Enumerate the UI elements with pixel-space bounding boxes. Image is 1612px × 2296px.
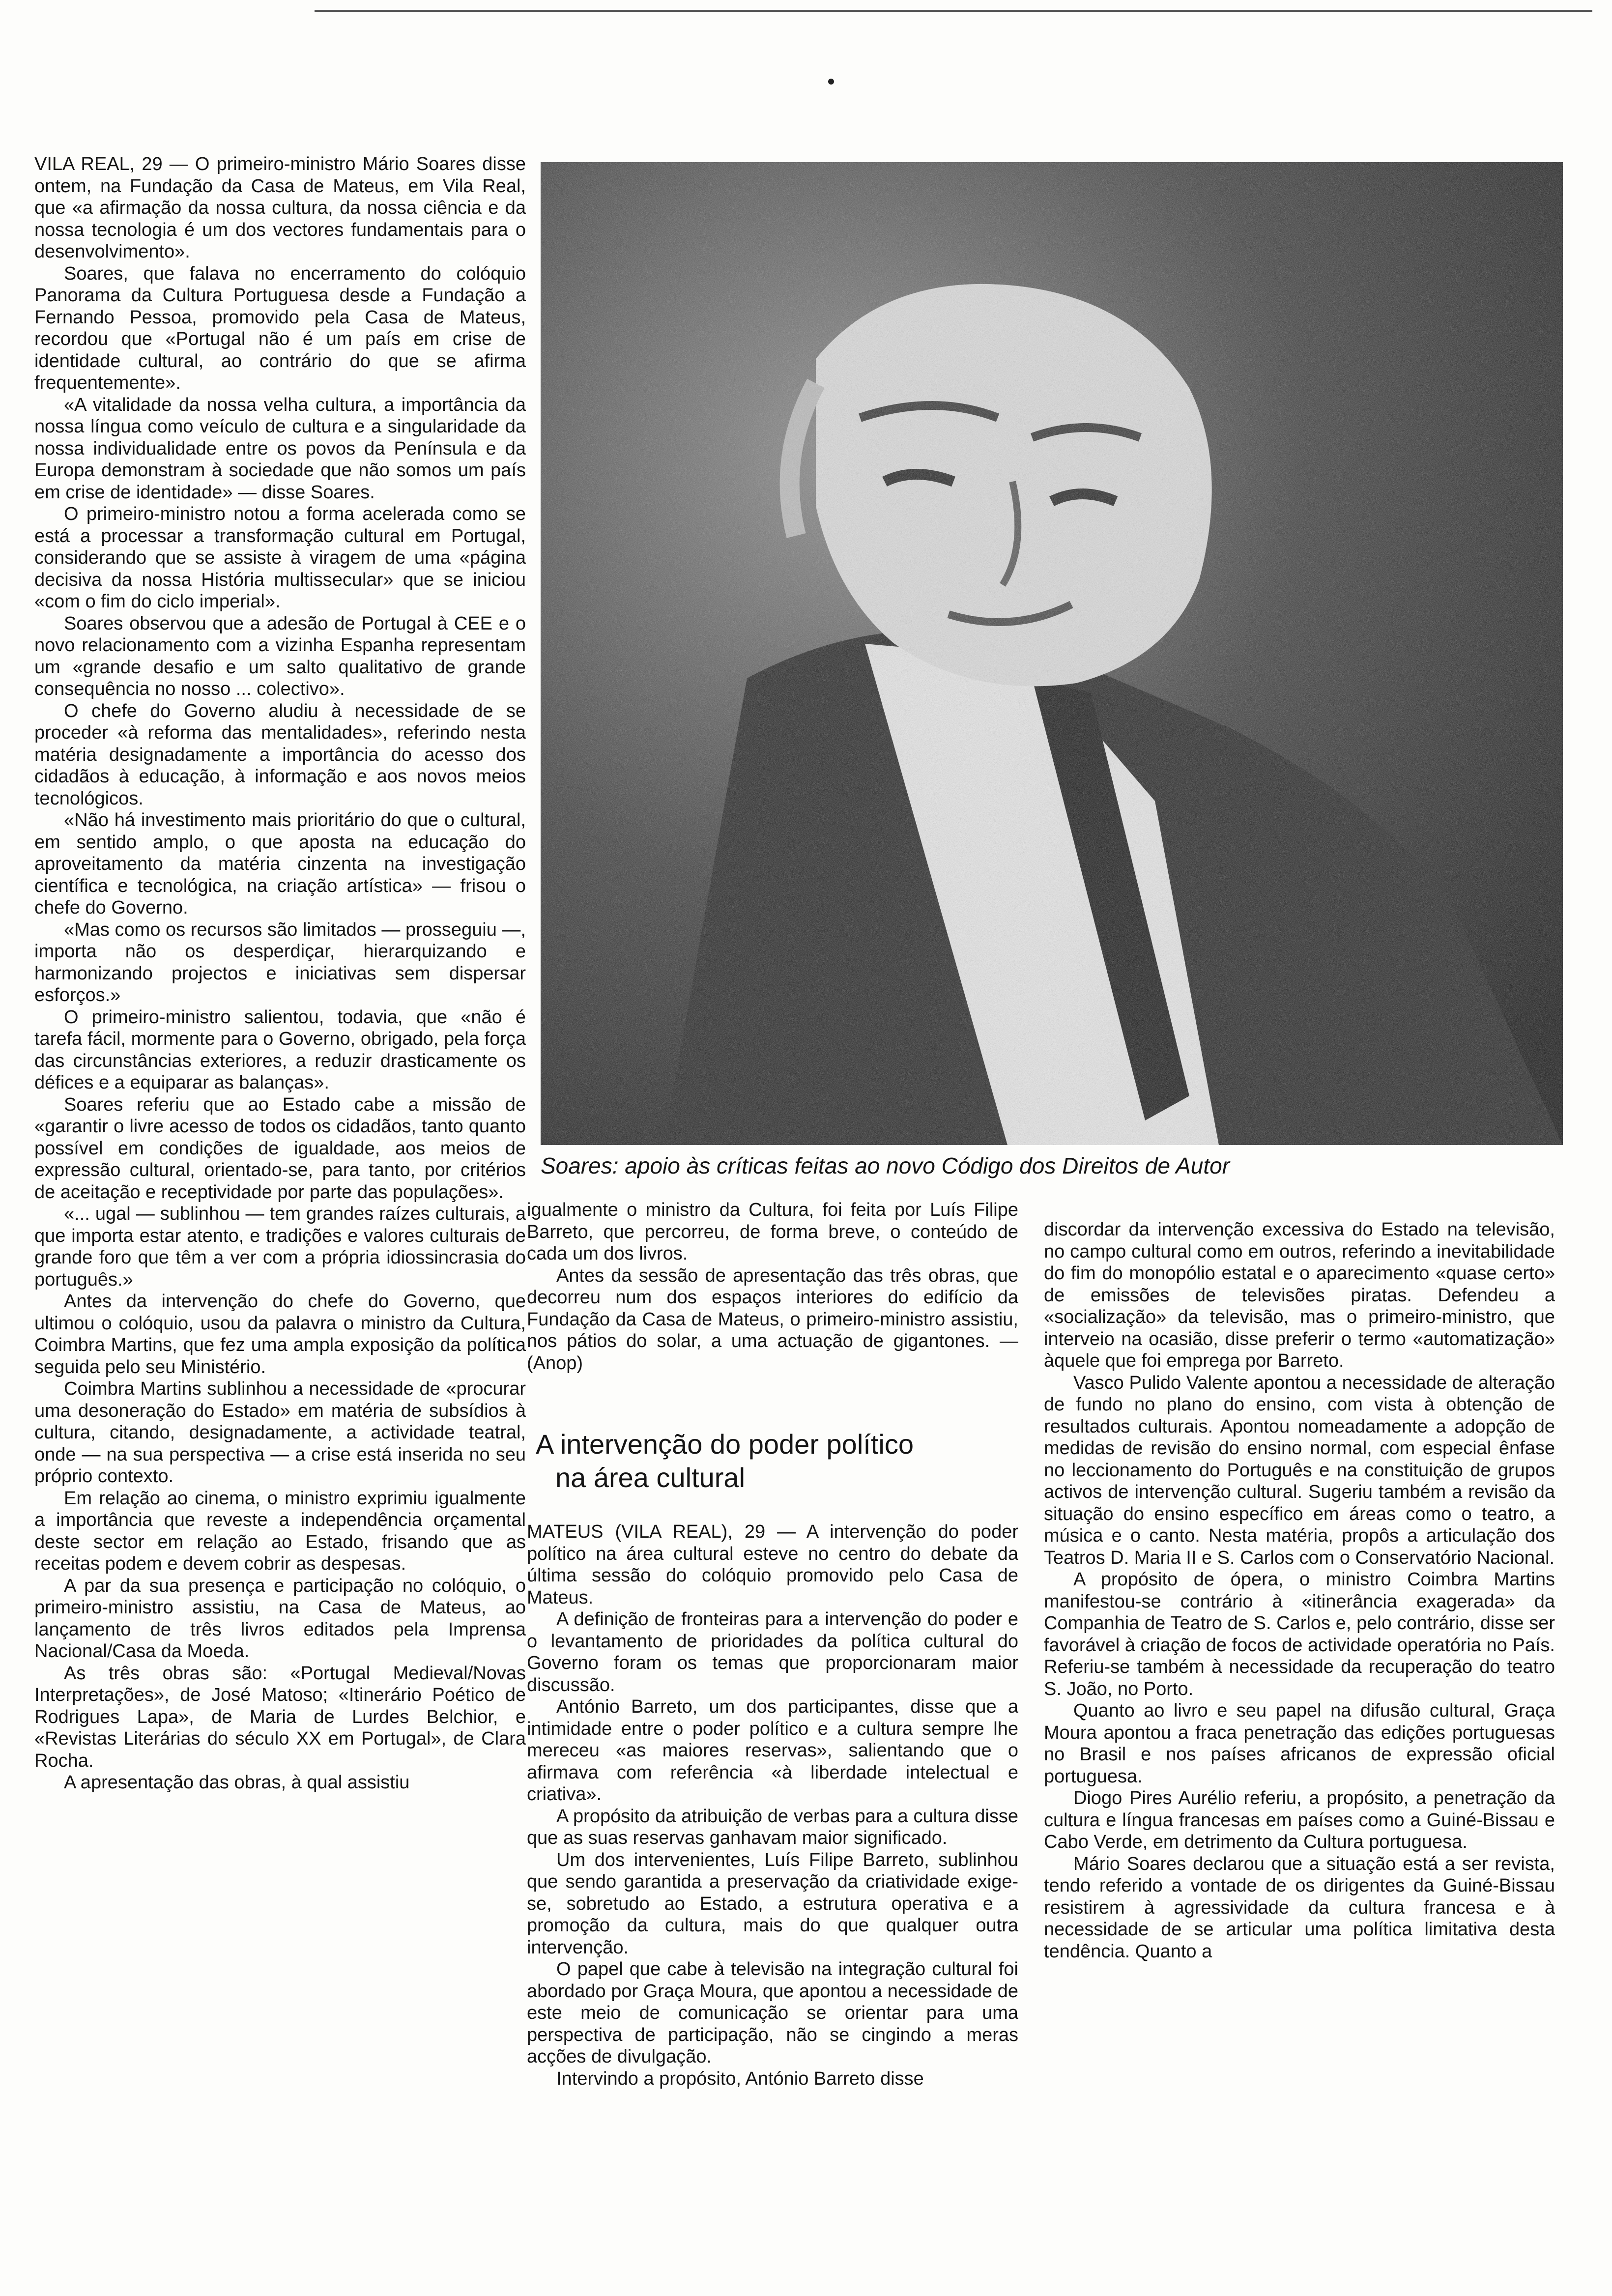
paragraph: «Não há investimento mais prioritário do que o cultural, em sentido amplo, o que aposta na educação do aproveitamento da matéria cinzenta na investigação científica e tecnológica, na criação artística» — frisou o chefe do Governo. <box>34 810 526 918</box>
paragraph: A par da sua presença e participação no colóquio, o primeiro-ministro assistiu, na Casa de Mateus, ao lançamento de três livros editados pela Imprensa Nacional/Casa da Moeda. <box>34 1575 526 1662</box>
paragraph: A definição de fronteiras para a intervenção do poder e o levantamento de prioridades da política cultural do Governo foram os temas que proporcionaram maior discussão. <box>527 1609 1018 1695</box>
paragraph: As três obras são: «Portugal Medieval/Novas Interpretações», de José Matoso; «Itinerário Poético de Rodrigues Lapa», de Maria de Lurdes Belchior, e «Revistas Literárias do século XX em Portugal», de Clara Rocha. <box>34 1663 526 1771</box>
paragraph: A propósito de ópera, o ministro Coimbra Martins manifestou-se contrário à «itinerância exagerada» da Companhia de Teatro de S. Carlos e, pelo contrário, disse ser favorável à criação de focos de actividade operatória no País. Referiu-se também à necessidade da recuperação do teatro S. João, no Porto. <box>1044 1569 1555 1699</box>
paragraph: Antes da sessão de apresentação das três obras, que decorreu num dos espaços interiores do edifício da Fundação da Casa de Mateus, o primeiro-ministro assistiu, nos pátios do solar, a uma actuação de gigantones. — (Anop) <box>527 1265 1018 1374</box>
paragraph: António Barreto, um dos participantes, disse que a intimidade entre o poder político e a cultura sempre lhe mereceu «as maiores reservas», salientando que o afirmava com referência «à liberdade intelectual e criativa». <box>527 1696 1018 1805</box>
paragraph: Diogo Pires Aurélio referiu, a propósito, a penetração da cultura e língua francesas em países como a Guiné-Bissau e Cabo Verde, em detrimento da Cultura portuguesa. <box>1044 1788 1555 1852</box>
paragraph: «Mas como os recursos são limitados — prosseguiu —, importa não os desperdiçar, hierarquizando e harmonizando projectos e iniciativas sem dispersar esforços.» <box>34 919 526 1005</box>
paragraph: Vasco Pulido Valente apontou a necessidade de alteração de fundo no plano do ensino, com vista à obtenção de resultados culturais. Apontou nomeadamente a adopção de medidas de revisão do ensino normal, com especial ênfase no leccionamento do Português e na constituição de grupos activos de intervenção cultural. Sugeriu também a revisão da situação do ensino específico em áreas como o teatro, a música e o canto. Nesta matéria, propôs a articulação dos Teatros D. Maria II e S. Carlos com o Conservatório Nacional. <box>1044 1372 1555 1568</box>
paragraph: Em relação ao cinema, o ministro exprimiu igualmente a importância que reveste a independência orçamental deste sector em relação ao Estado, frisando que as receitas podem e devem cobrir as despesas. <box>34 1488 526 1574</box>
article-column-1 <box>34 153 526 2099</box>
paragraph: «... ugal — sublinhou — tem grandes raízes culturais, a que importa estar atento, e tradições e valores culturais de grande foro que têm a ver com a própria idiossincrasia do português.» <box>34 1204 526 1290</box>
top-rule <box>315 10 1592 12</box>
paragraph: Soares referiu que ao Estado cabe a missão de «garantir o livre acesso de todos os cidadãos, tanto quanto possível em condições de igualdade, aos meios de expressão cultural, orientado-se, para tanto, por critérios de aceitação e receptividade por parte das populações». <box>34 1094 526 1203</box>
paragraph: Intervindo a propósito, António Barreto disse <box>556 2068 924 2089</box>
paragraph: igualmente o ministro da Cultura, foi feita por Luís Filipe Barreto, que percorreu, de forma breve, o conteúdo de cada um dos livros. <box>527 1200 1018 1264</box>
subhead-line-1: A intervenção do poder político <box>536 1429 914 1460</box>
paragraph: O primeiro-ministro notou a forma acelerada como se está a processar a transformação cultural em Portugal, considerando que se assiste à viragem de uma «página decisiva da nossa História multissecular» que se iniciou «com o fim do ciclo imperial». <box>34 504 526 612</box>
article-column-2 <box>527 1521 1018 2111</box>
paragraph: A apresentação das obras, à qual assistiu <box>64 1772 410 1793</box>
paragraph: A propósito da atribuição de verbas para a cultura disse que as suas reservas ganhavam maior significado. <box>527 1806 1018 1848</box>
paragraph: O primeiro-ministro salientou, todavia, que «não é tarefa fácil, mormente para o Governo, obrigado, pela força das circunstâncias exteriores, a reduzir drasticamente os défices e a equiparar as balanças». <box>34 1006 526 1093</box>
article-column-3 <box>1044 1219 1555 2108</box>
photo-caption: Soares: apoio às críticas feitas ao novo Código dos Direitos de Autor <box>541 1153 1230 1178</box>
paragraph: Um dos intervenientes, Luís Filipe Barreto, sublinhou que sendo garantida a preservação da criatividade exige-se, sobretudo ao Estado, a estrutura operativa e a promoção da cultura, mais do que qualquer outra intervenção. <box>527 1849 1018 1958</box>
paragraph: discordar da intervenção excessiva do Estado na televisão, no campo cultural como em outros, referindo a inevitabilidade do fim do monopólio estatal e o aparecimento «quase certo» de emissões de televisões piratas. Defendeu a «socialização» da televisão, mas o primeiro-ministro, que interveio na ocasião, disse preferir o termo «automatização» àquele que foi emprega por Barreto. <box>1044 1219 1555 1371</box>
ink-dot <box>828 79 834 85</box>
paragraph: «A vitalidade da nossa velha cultura, a importância da nossa língua como veículo de cultura e a singularidade da nossa individualidade entre os povos da Península e da Europa demonstram à sociedade que não somos um país em crise de identidade» — disse Soares. <box>34 394 526 503</box>
article-column-2-continuation <box>527 1199 1018 1415</box>
paragraph: Quanto ao livro e seu papel na difusão cultural, Graça Moura apontou a fraca penetração das edições portuguesas no Brasil e nos países africanos de expressão oficial portuguesa. <box>1044 1700 1555 1787</box>
paragraph: MATEUS (VILA REAL), 29 — A intervenção do poder político na área cultural esteve no centro do debate da última sessão do colóquio promovido pelo Casa de Mateus. <box>527 1521 1018 1608</box>
paragraph: Antes da intervenção do chefe do Governo, que ultimou o colóquio, usou da palavra o ministro da Cultura, Coimbra Martins, que fez uma ampla exposição da política seguida pelo seu Ministério. <box>34 1291 526 1378</box>
portrait-photo <box>541 162 1563 1145</box>
paragraph: Coimbra Martins sublinhou a necessidade de «procurar uma desoneração do Estado» em matéria de subsídios à cultura, citando, designadamente, a actividade teatral, onde — na sua perspectiva — a crise está inserida no seu próprio contexto. <box>34 1378 526 1487</box>
paragraph: VILA REAL, 29 — O primeiro-ministro Mário Soares disse ontem, na Fundação da Casa de Mateus, em Vila Real, que «a afirmação da nossa cultura, da nossa ciência e da nossa tecnologia é um dos vectores fundamentais para o desenvolvimento». <box>34 154 526 262</box>
subhead-line-2: na área cultural <box>555 1462 746 1493</box>
paragraph: Soares, que falava no encerramento do colóquio Panorama da Cultura Portuguesa desde a Fundação a Fernando Pessoa, promovido pela Casa de Mateus, recordou que «Portugal não é um país em crise de identidade cultural, ao contrário do que se afirma frequentemente». <box>34 263 526 393</box>
paragraph: Mário Soares declarou que a situação está a ser revista, tendo referido a vontade de os dirigentes da Guiné-Bissau resistirem à agressividade da cultura francesa e à necessidade de se articular uma política limitativa desta tendência. Quanto a <box>1044 1853 1555 1962</box>
paragraph: O chefe do Governo aludiu à necessidade de se proceder «à reforma das mentalidades», referindo nesta matéria designadamente a importância do acesso dos cidadãos à educação, à informação e aos novos meios tecnológicos. <box>34 700 526 809</box>
paragraph: O papel que cabe à televisão na integração cultural foi abordado por Graça Moura, que apontou a necessidade de este meio de comunicação se orientar para uma perspectiva de participação, não se cingindo a meras acções de divulgação. <box>527 1959 1018 2067</box>
section-subhead <box>536 1428 1027 1494</box>
portrait-image <box>541 162 1563 1145</box>
paragraph: Soares observou que a adesão de Portugal à CEE e o novo relacionamento com a vizinha Espanha representam um «grande desafio e um salto qualitativo de grande consequência no nosso ... colectivo». <box>34 613 526 699</box>
